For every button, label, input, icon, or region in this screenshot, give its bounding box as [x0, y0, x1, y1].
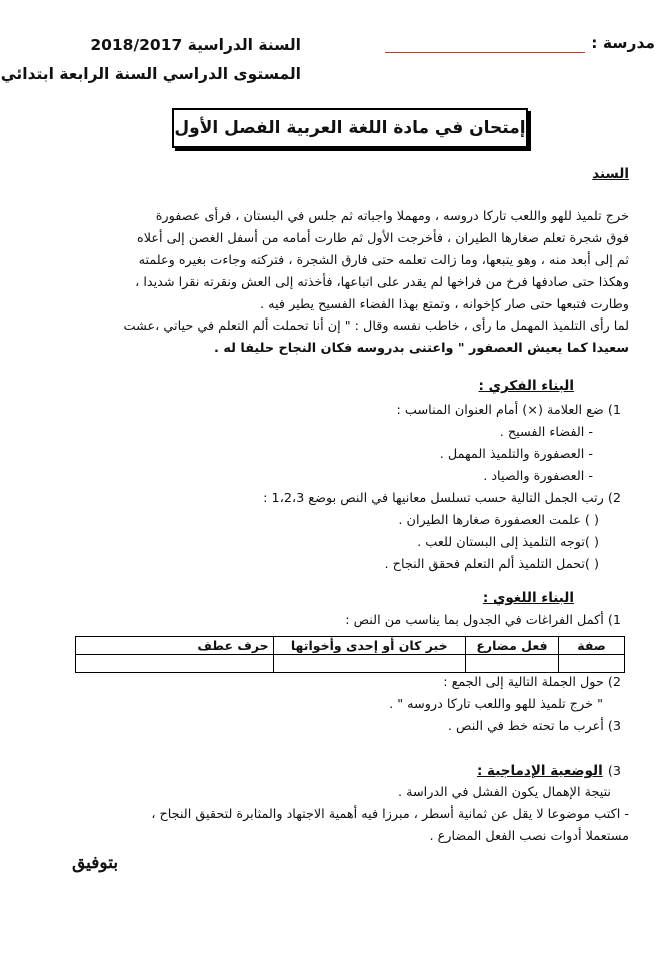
- closing-text: بتوفيق: [72, 853, 119, 873]
- lughawi-q3: 3) أعرب ما تحته خط في النص .: [447, 719, 621, 734]
- lughawi-title: البناء اللغوي :: [482, 590, 574, 606]
- sanad-line: لما رأى التلميذ المهمل ما رأى ، خاطب نفسه وقال : " إن أنا تحملت ألم التعلم في حياتي ،عشت: [123, 319, 629, 334]
- table-row: [76, 637, 625, 655]
- sanad-line: وهكذا حتى صادفها فرخ من فراخها لم يقدر على اتباعها، فأخذته إلى العش ونقرته نقرا شديدا ،: [135, 275, 629, 290]
- idmaj-line: نتيجة الإهمال يكون الفشل في الدراسة .: [397, 785, 611, 800]
- fikri-title: البناء الفكري :: [478, 378, 574, 394]
- idmaj-line: مستعملا أدوات نصب الفعل المضارع .: [429, 829, 629, 844]
- school-label: مدرسة :: [591, 34, 655, 52]
- fikri-q2-item: ( )توجه التلميذ إلى البستان للعب .: [417, 535, 599, 550]
- idmaj-heading: [477, 760, 621, 783]
- table-row: [76, 655, 625, 673]
- sanad-line: سعيدا كما يعيش العصفور " واعتنى بدروسه فكان النجاح حليفا له .: [214, 341, 629, 356]
- idmaj-line: - اكتب موضوعا لا يقل عن ثمانية أسطر ، مبرزا فيه أهمية الاجتهاد والمثابرة لتحقيق النجاح ،: [151, 807, 629, 822]
- idmaj-title: الوضعية الإدماجية :: [476, 763, 603, 779]
- lughawi-section: [61, 672, 621, 738]
- sanad-title: السند: [592, 166, 629, 182]
- idmaj-section: [19, 782, 629, 848]
- sanad-line: وطارت فتبعها حتى صار كإخوانه ، وتمتع بهذا الفضاء الفسيح يطير فيه .: [260, 297, 629, 312]
- fikri-q2-item: ( ) علمت العصفورة صغارها الطيران .: [398, 513, 599, 528]
- fikri-q1: 1) ضع العلامة (×) أمام العنوان المناسب :: [396, 403, 621, 418]
- fikri-q1-option: - الفضاء الفسيح .: [499, 425, 593, 440]
- table-header: حرف عطف: [76, 637, 274, 655]
- sanad-text: [29, 206, 629, 360]
- fikri-q2: 2) رتب الجمل التالية حسب تسلسل معانيها في النص بوضع 1،2،3 :: [263, 491, 621, 506]
- table-cell[interactable]: [465, 655, 558, 673]
- lughawi-q2: 2) حول الجملة التالية إلى الجمع :: [443, 675, 621, 690]
- school-name-blank: [385, 52, 585, 53]
- table-header: فعل مضارع: [465, 637, 558, 655]
- grade-level: المستوى الدراسي السنة الرابعة ابتدائي: [0, 65, 301, 83]
- lughawi-q2-sentence: " خرج تلميذ للهو واللعب تاركا دروسه " .: [389, 697, 603, 712]
- table-cell[interactable]: [76, 655, 274, 673]
- table-header: خبر كان أو إحدى وأخواتها: [273, 637, 465, 655]
- lughawi-q1: 1) أكمل الفراغات في الجدول بما يناسب من النص :: [345, 613, 621, 628]
- fikri-q1-option: - العصفورة والصياد .: [483, 469, 593, 484]
- sanad-line: خرج تلميذ للهو واللعب تاركا دروسه ، ومهملا واجباته ثم جلس في البستان ، فرأى عصفورة: [155, 209, 629, 224]
- exam-title: إمتحان في مادة اللغة العربية الفصل الأول: [172, 108, 528, 148]
- table-header: صفة: [559, 637, 625, 655]
- table-cell[interactable]: [559, 655, 625, 673]
- school-year: السنة الدراسية 2018/2017: [90, 36, 301, 54]
- sanad-line: فوق شجرة تعلم صغارها الطيران ، فأخرجت الأول ثم طارت أمامه من أسفل الغصن إلى أعلاه: [137, 231, 629, 246]
- fikri-q2-item: ( )تحمل التلميذ ألم التعلم فحقق النجاح .: [384, 557, 599, 572]
- fikri-q1-option: - العصفورة والتلميذ المهمل .: [439, 447, 593, 462]
- fill-table: [75, 636, 625, 673]
- table-cell[interactable]: [273, 655, 465, 673]
- fikri-section: [61, 400, 621, 576]
- idmaj-number: 3): [607, 764, 621, 779]
- sanad-line: ثم إلى أبعد منه ، وهو يتبعها، وما زالت تعلمه حتى فارق الشجرة ، فتركته وجاءت بغيره وعلمته: [138, 253, 629, 268]
